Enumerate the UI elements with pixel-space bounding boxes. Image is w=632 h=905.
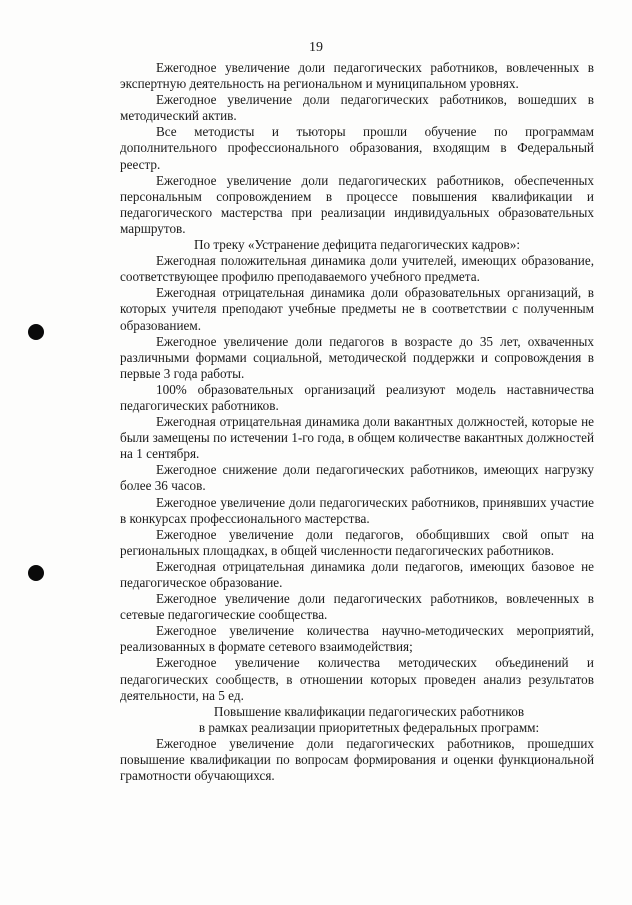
paragraph: Ежегодная отрицательная динамика доли педагогов, имеющих базовое не педагогическое образование. [120,558,594,590]
paragraph: Ежегодное увеличение доли педагогов в возрасте до 35 лет, охваченных различными формами социальной, методической поддержки и сопровождения в первые 3 года работы. [120,333,594,381]
paragraph: Ежегодное увеличение доли педагогических работников, прошедших повышение квалификации по вопросам формирования и оценки функциональной грамотности обучающихся. [120,735,594,784]
section-heading: По треку «Устранение дефицита педагогических кадров»: [193,237,521,253]
paragraph: Ежегодная положительная динамика доли учителей, имеющих образование, соответствующее профилю преподаваемого учебного предмета. [120,253,594,285]
paragraph: Ежегодное увеличение доли педагогических работников, вошедших в методический актив. [120,92,594,124]
section-heading: Повышение квалификации педагогических работников [213,703,525,719]
paragraph: Ежегодная отрицательная динамика доли вакантных должностей, которые не были замещены по истечении 1-го года, в общем количестве вакантных должностей на 1 сентября. [120,414,594,462]
paragraph: Ежегодное увеличение доли педагогических работников, обеспеченных персональным сопровождением в процессе повышения квалификации и педагогического мастерства при реализации индивидуальных образовательных маршрутов. [120,172,594,236]
section-heading: в рамках реализации приоритетных федеральных программ: [198,719,540,735]
hole-punch-mark [28,565,44,581]
paragraph: Ежегодное снижение доли педагогических работников, имеющих нагрузку более 36 часов. [120,462,594,494]
page-number: 19 [309,40,323,55]
hole-punch-mark [28,324,44,340]
paragraph: 100% образовательных организаций реализуют модель наставничества педагогических работников. [120,381,594,413]
paragraph: Ежегодное увеличение доли педагогических работников, принявших участие в конкурсах профессионального мастерства. [120,494,594,526]
paragraph: Ежегодное увеличение доли педагогических работников, вовлеченных в сетевые педагогические сообщества. [120,591,594,623]
paragraph: Ежегодное увеличение доли педагогов, обобщивших свой опыт на региональных площадках, в общей численности педагогических работников. [120,526,594,558]
paragraph: Все методисты и тьюторы прошли обучение по программам дополнительного профессионального образования, входящим в Федеральный реестр. [120,124,594,172]
paragraph: Ежегодная отрицательная динамика доли образовательных организаций, в которых учителя преподают учебные предметы не в соответствии с полученным образованием. [120,285,594,333]
paragraph: Ежегодное увеличение количества научно-методических мероприятий, реализованных в формате сетевого взаимодействия; [120,623,594,655]
document-body [120,60,594,784]
paragraph: Ежегодное увеличение доли педагогических работников, вовлеченных в экспертную деятельность на региональном и муниципальном уровнях. [120,60,594,92]
paragraph: Ежегодное увеличение количества методических объединений и педагогических сообществ, в отношении которых проведен анализ результатов деятельности, на 5 ед. [120,655,594,703]
